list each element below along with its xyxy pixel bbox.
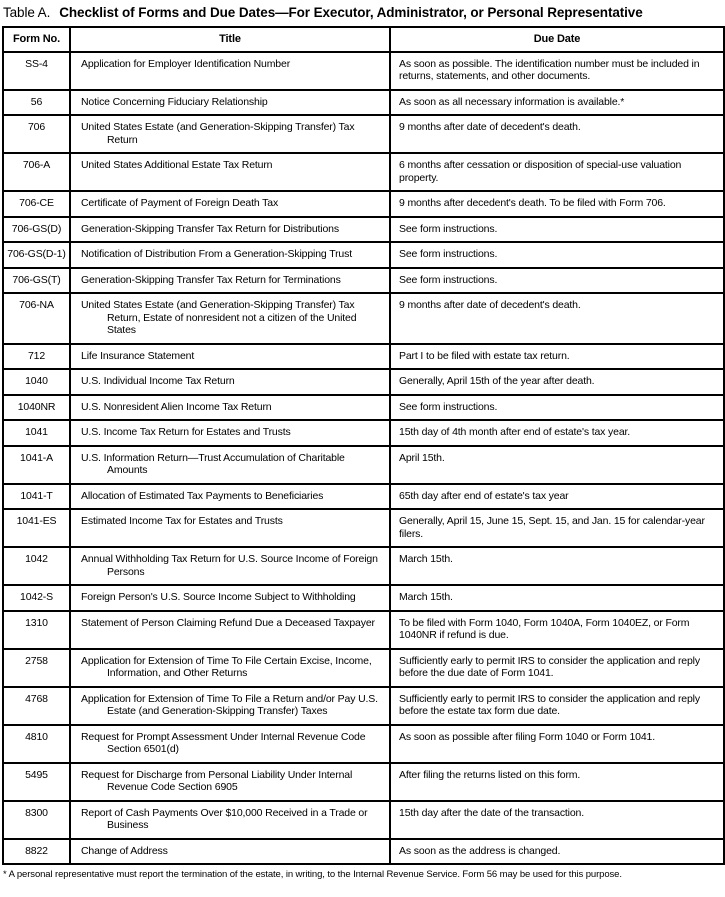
due-date-cell: As soon as the address is changed. [390, 839, 724, 865]
title-cell: Notice Concerning Fiduciary Relationship [70, 90, 390, 116]
table-row [3, 293, 724, 344]
table-heading: Checklist of Forms and Due Dates—For Executor, Administrator, or Personal Representative [59, 5, 643, 20]
form-no-cell: 1042 [3, 547, 70, 585]
form-no-cell: 1041-T [3, 484, 70, 510]
table-row [3, 509, 724, 547]
due-date-cell: 9 months after date of decedent's death. [390, 115, 724, 153]
title-cell: Application for Extension of Time To File a Return and/or Pay U.S. Estate (and Generation-Skipping Transfer) Taxes [70, 687, 390, 725]
form-no-cell: 4810 [3, 725, 70, 763]
form-no-cell: 1040 [3, 369, 70, 395]
table-row [3, 801, 724, 839]
due-date-cell: Generally, April 15th of the year after death. [390, 369, 724, 395]
title-cell: Estimated Income Tax for Estates and Trusts [70, 509, 390, 547]
table-row [3, 344, 724, 370]
table-row [3, 268, 724, 294]
table-row [3, 839, 724, 865]
forms-table-header [3, 27, 724, 52]
due-date-cell: After filing the returns listed on this form. [390, 763, 724, 801]
title-cell: Allocation of Estimated Tax Payments to Beneficiaries [70, 484, 390, 510]
form-no-cell: 706-NA [3, 293, 70, 344]
form-no-cell: SS-4 [3, 52, 70, 90]
due-date-cell: As soon as possible after filing Form 1040 or Form 1041. [390, 725, 724, 763]
due-date-cell: As soon as all necessary information is available.* [390, 90, 724, 116]
table-row [3, 446, 724, 484]
form-no-cell: 1042-S [3, 585, 70, 611]
header-row [3, 27, 724, 52]
table-row [3, 649, 724, 687]
due-date-cell: As soon as possible. The identification number must be included in returns, statements, and other documents. [390, 52, 724, 90]
title-cell: Request for Discharge from Personal Liability Under Internal Revenue Code Section 6905 [70, 763, 390, 801]
title-cell: U.S. Individual Income Tax Return [70, 369, 390, 395]
forms-table [2, 26, 725, 865]
title-cell: Life Insurance Statement [70, 344, 390, 370]
form-no-cell: 706-CE [3, 191, 70, 217]
due-date-cell: March 15th. [390, 585, 724, 611]
form-no-cell: 712 [3, 344, 70, 370]
form-no-cell: 1040NR [3, 395, 70, 421]
table-row [3, 763, 724, 801]
table-row [3, 217, 724, 243]
table-row [3, 687, 724, 725]
due-date-cell: 65th day after end of estate's tax year [390, 484, 724, 510]
due-date-cell: See form instructions. [390, 217, 724, 243]
title-cell: Certificate of Payment of Foreign Death Tax [70, 191, 390, 217]
table-row [3, 115, 724, 153]
title-cell: Generation-Skipping Transfer Tax Return for Terminations [70, 268, 390, 294]
form-no-cell: 706-GS(D) [3, 217, 70, 243]
due-date-cell: See form instructions. [390, 242, 724, 268]
due-date-cell: April 15th. [390, 446, 724, 484]
form-no-cell: 706-GS(D-1) [3, 242, 70, 268]
title-cell: Statement of Person Claiming Refund Due a Deceased Taxpayer [70, 611, 390, 649]
footnote: * A personal representative must report the termination of the estate, in writing, to the Internal Revenue Service. Form 56 may be used for this purpose. [3, 869, 622, 880]
form-no-cell: 1041-ES [3, 509, 70, 547]
table-row [3, 585, 724, 611]
title-cell: U.S. Income Tax Return for Estates and Trusts [70, 420, 390, 446]
due-date-cell: Part I to be filed with estate tax return. [390, 344, 724, 370]
form-no-cell: 706-GS(T) [3, 268, 70, 294]
form-no-cell: 8300 [3, 801, 70, 839]
title-cell: Foreign Person's U.S. Source Income Subject to Withholding [70, 585, 390, 611]
title-cell: Application for Extension of Time To File Certain Excise, Income, Information, and Other Returns [70, 649, 390, 687]
due-date-cell: 15th day after the date of the transaction. [390, 801, 724, 839]
title-cell: United States Estate (and Generation-Skipping Transfer) Tax Return, Estate of nonresident not a citizen of the United States [70, 293, 390, 344]
document-page [0, 4, 725, 897]
header-title: Title [70, 27, 390, 52]
title-cell: Annual Withholding Tax Return for U.S. Source Income of Foreign Persons [70, 547, 390, 585]
title-cell: Application for Employer Identification Number [70, 52, 390, 90]
table-row [3, 52, 724, 90]
table-row [3, 395, 724, 421]
form-no-cell: 56 [3, 90, 70, 116]
form-no-cell: 4768 [3, 687, 70, 725]
header-form-no: Form No. [3, 27, 70, 52]
table-row [3, 611, 724, 649]
title-cell: Report of Cash Payments Over $10,000 Received in a Trade or Business [70, 801, 390, 839]
title-cell: Request for Prompt Assessment Under Internal Revenue Code Section 6501(d) [70, 725, 390, 763]
form-no-cell: 5495 [3, 763, 70, 801]
page-title [3, 4, 723, 21]
due-date-cell: 15th day of 4th month after end of estate's tax year. [390, 420, 724, 446]
due-date-cell: See form instructions. [390, 268, 724, 294]
due-date-cell: 6 months after cessation or disposition of special-use valuation property. [390, 153, 724, 191]
table-row [3, 153, 724, 191]
forms-table-body [3, 52, 724, 865]
table-row [3, 90, 724, 116]
due-date-cell: March 15th. [390, 547, 724, 585]
form-no-cell: 2758 [3, 649, 70, 687]
table-row [3, 191, 724, 217]
due-date-cell: 9 months after date of decedent's death. [390, 293, 724, 344]
title-cell: U.S. Information Return—Trust Accumulation of Charitable Amounts [70, 446, 390, 484]
title-cell: Notification of Distribution From a Generation-Skipping Trust [70, 242, 390, 268]
form-no-cell: 706 [3, 115, 70, 153]
due-date-cell: Sufficiently early to permit IRS to consider the application and reply before the due date of Form 1041. [390, 649, 724, 687]
due-date-cell: 9 months after decedent's death. To be filed with Form 706. [390, 191, 724, 217]
form-no-cell: 706-A [3, 153, 70, 191]
form-no-cell: 1310 [3, 611, 70, 649]
title-cell: United States Estate (and Generation-Skipping Transfer) Tax Return [70, 115, 390, 153]
due-date-cell: Sufficiently early to permit IRS to consider the application and reply before the estate tax form due date. [390, 687, 724, 725]
form-no-cell: 8822 [3, 839, 70, 865]
table-row [3, 484, 724, 510]
table-row [3, 420, 724, 446]
form-no-cell: 1041 [3, 420, 70, 446]
title-cell: United States Additional Estate Tax Return [70, 153, 390, 191]
title-cell: U.S. Nonresident Alien Income Tax Return [70, 395, 390, 421]
due-date-cell: Generally, April 15, June 15, Sept. 15, and Jan. 15 for calendar-year filers. [390, 509, 724, 547]
due-date-cell: To be filed with Form 1040, Form 1040A, Form 1040EZ, or Form 1040NR if refund is due. [390, 611, 724, 649]
table-row [3, 369, 724, 395]
header-due-date: Due Date [390, 27, 724, 52]
title-cell: Change of Address [70, 839, 390, 865]
form-no-cell: 1041-A [3, 446, 70, 484]
title-cell: Generation-Skipping Transfer Tax Return for Distributions [70, 217, 390, 243]
table-label: Table A. [3, 5, 51, 20]
table-row [3, 725, 724, 763]
table-row [3, 547, 724, 585]
due-date-cell: See form instructions. [390, 395, 724, 421]
table-row [3, 242, 724, 268]
